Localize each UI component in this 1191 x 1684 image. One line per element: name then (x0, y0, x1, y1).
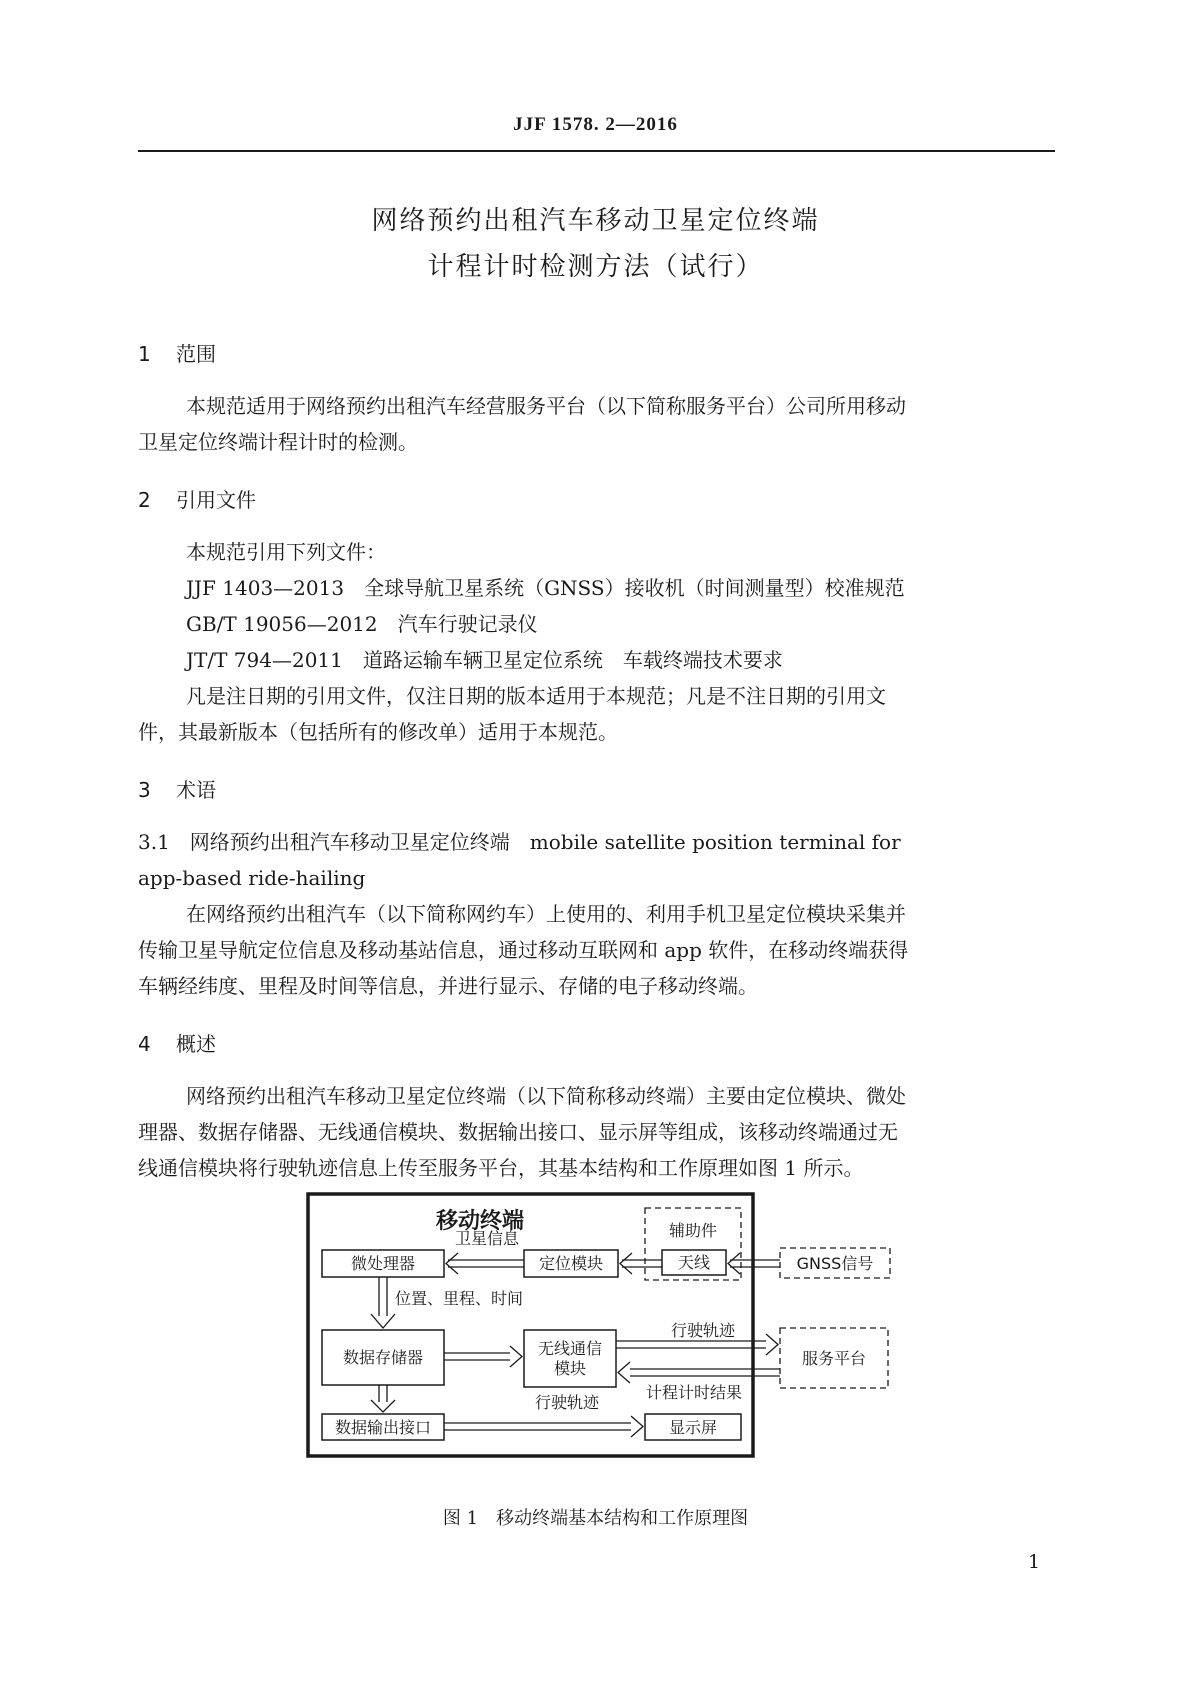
term-3-1-definition-line2: 传输卫星导航定位信息及移动基站信息，通过移动互联网和 app 软件，在移动终端获得 (138, 938, 909, 962)
section-4-paragraph-line3: 线通信模块将行驶轨迹信息上传至服务平台，其基本结构和工作原理如图 1 所示。 (138, 1156, 864, 1180)
section-2-note-line1: 凡是注日期的引用文件，仅注日期的版本适用于本规范；凡是不注日期的引用文 (186, 684, 886, 708)
section-1-paragraph-line2: 卫星定位终端计程计时的检测。 (138, 430, 418, 454)
reference-item: GB/T 19056—2012 汽车行驶记录仪 (186, 612, 538, 636)
data-output-label: 数据输出接口 (334, 1418, 432, 1437)
figure-caption: 图 1 移动终端基本结构和工作原理图 (442, 1508, 749, 1529)
section-1-number: 1 (138, 342, 151, 366)
gnss-signal-label: GNSS信号 (796, 1254, 874, 1273)
section-3-title: 术语 (176, 778, 216, 802)
satellite-info-label: 卫星信息 (454, 1229, 520, 1248)
trajectory-label: 行驶轨迹 (670, 1321, 736, 1340)
section-1-title: 范围 (176, 342, 216, 366)
section-4-number: 4 (138, 1032, 151, 1056)
result-label: 计程计时结果 (645, 1383, 743, 1402)
section-4-paragraph-line1: 网络预约出租汽车移动卫星定位终端（以下简称移动终端）主要由定位模块、微处 (186, 1084, 906, 1108)
section-4-paragraph-line2: 理器、数据存储器、无线通信模块、数据输出接口、显示屏等组成，该移动终端通过无 (138, 1120, 898, 1144)
section-2-intro: 本规范引用下列文件： (186, 540, 386, 564)
trajectory2-label: 行驶轨迹 (534, 1393, 600, 1412)
data-storage-label: 数据存储器 (342, 1348, 424, 1367)
display-label: 显示屏 (668, 1418, 718, 1437)
wireless-module-label-2: 模块 (553, 1359, 587, 1378)
section-1-paragraph-line1: 本规范适用于网络预约出租汽车经营服务平台（以下简称服务平台）公司所用移动 (186, 394, 906, 418)
positioning-module-label: 定位模块 (538, 1254, 604, 1273)
antenna-label: 天线 (677, 1253, 711, 1272)
term-3-1-line1: 3.1 网络预约出租汽车移动卫星定位终端 mobile satellite position terminal for (138, 830, 901, 854)
service-platform-label: 服务平台 (801, 1349, 867, 1368)
section-2-title: 引用文件 (176, 488, 256, 512)
auxiliary-label: 辅助件 (668, 1221, 718, 1240)
position-info-label: 位置、里程、时间 (395, 1289, 524, 1308)
section-3-number: 3 (138, 778, 151, 802)
mobile-terminal-label: 移动终端 (435, 1209, 525, 1234)
section-4-title: 概述 (176, 1032, 216, 1056)
microprocessor-label: 微处理器 (350, 1254, 416, 1273)
term-3-1-definition-line1: 在网络预约出租汽车（以下简称网约车）上使用的、利用手机卫星定位模块采集并 (186, 902, 906, 926)
section-2-number: 2 (138, 488, 151, 512)
term-3-1-definition-line3: 车辆经纬度、里程及时间等信息，并进行显示、存储的电子移动终端。 (138, 974, 758, 998)
term-3-1-line2: app-based ride-hailing (138, 866, 366, 890)
doc-title-line1: 网络预约出租汽车移动卫星定位终端 (371, 206, 820, 236)
page-number: 1 (1028, 1551, 1041, 1573)
reference-item: JT/T 794—2011 道路运输车辆卫星定位系统 车载终端技术要求 (186, 648, 783, 672)
reference-item: JJF 1403—2013 全球导航卫星系统（GNSS）接收机（时间测量型）校准规范 (186, 576, 905, 600)
section-2-note-line2: 件，其最新版本（包括所有的修改单）适用于本规范。 (138, 720, 618, 744)
wireless-module-label-1: 无线通信 (537, 1339, 603, 1358)
header-code: JJF 1578. 2—2016 (513, 114, 678, 135)
doc-title-line2: 计程计时检测方法（试行） (427, 252, 764, 282)
